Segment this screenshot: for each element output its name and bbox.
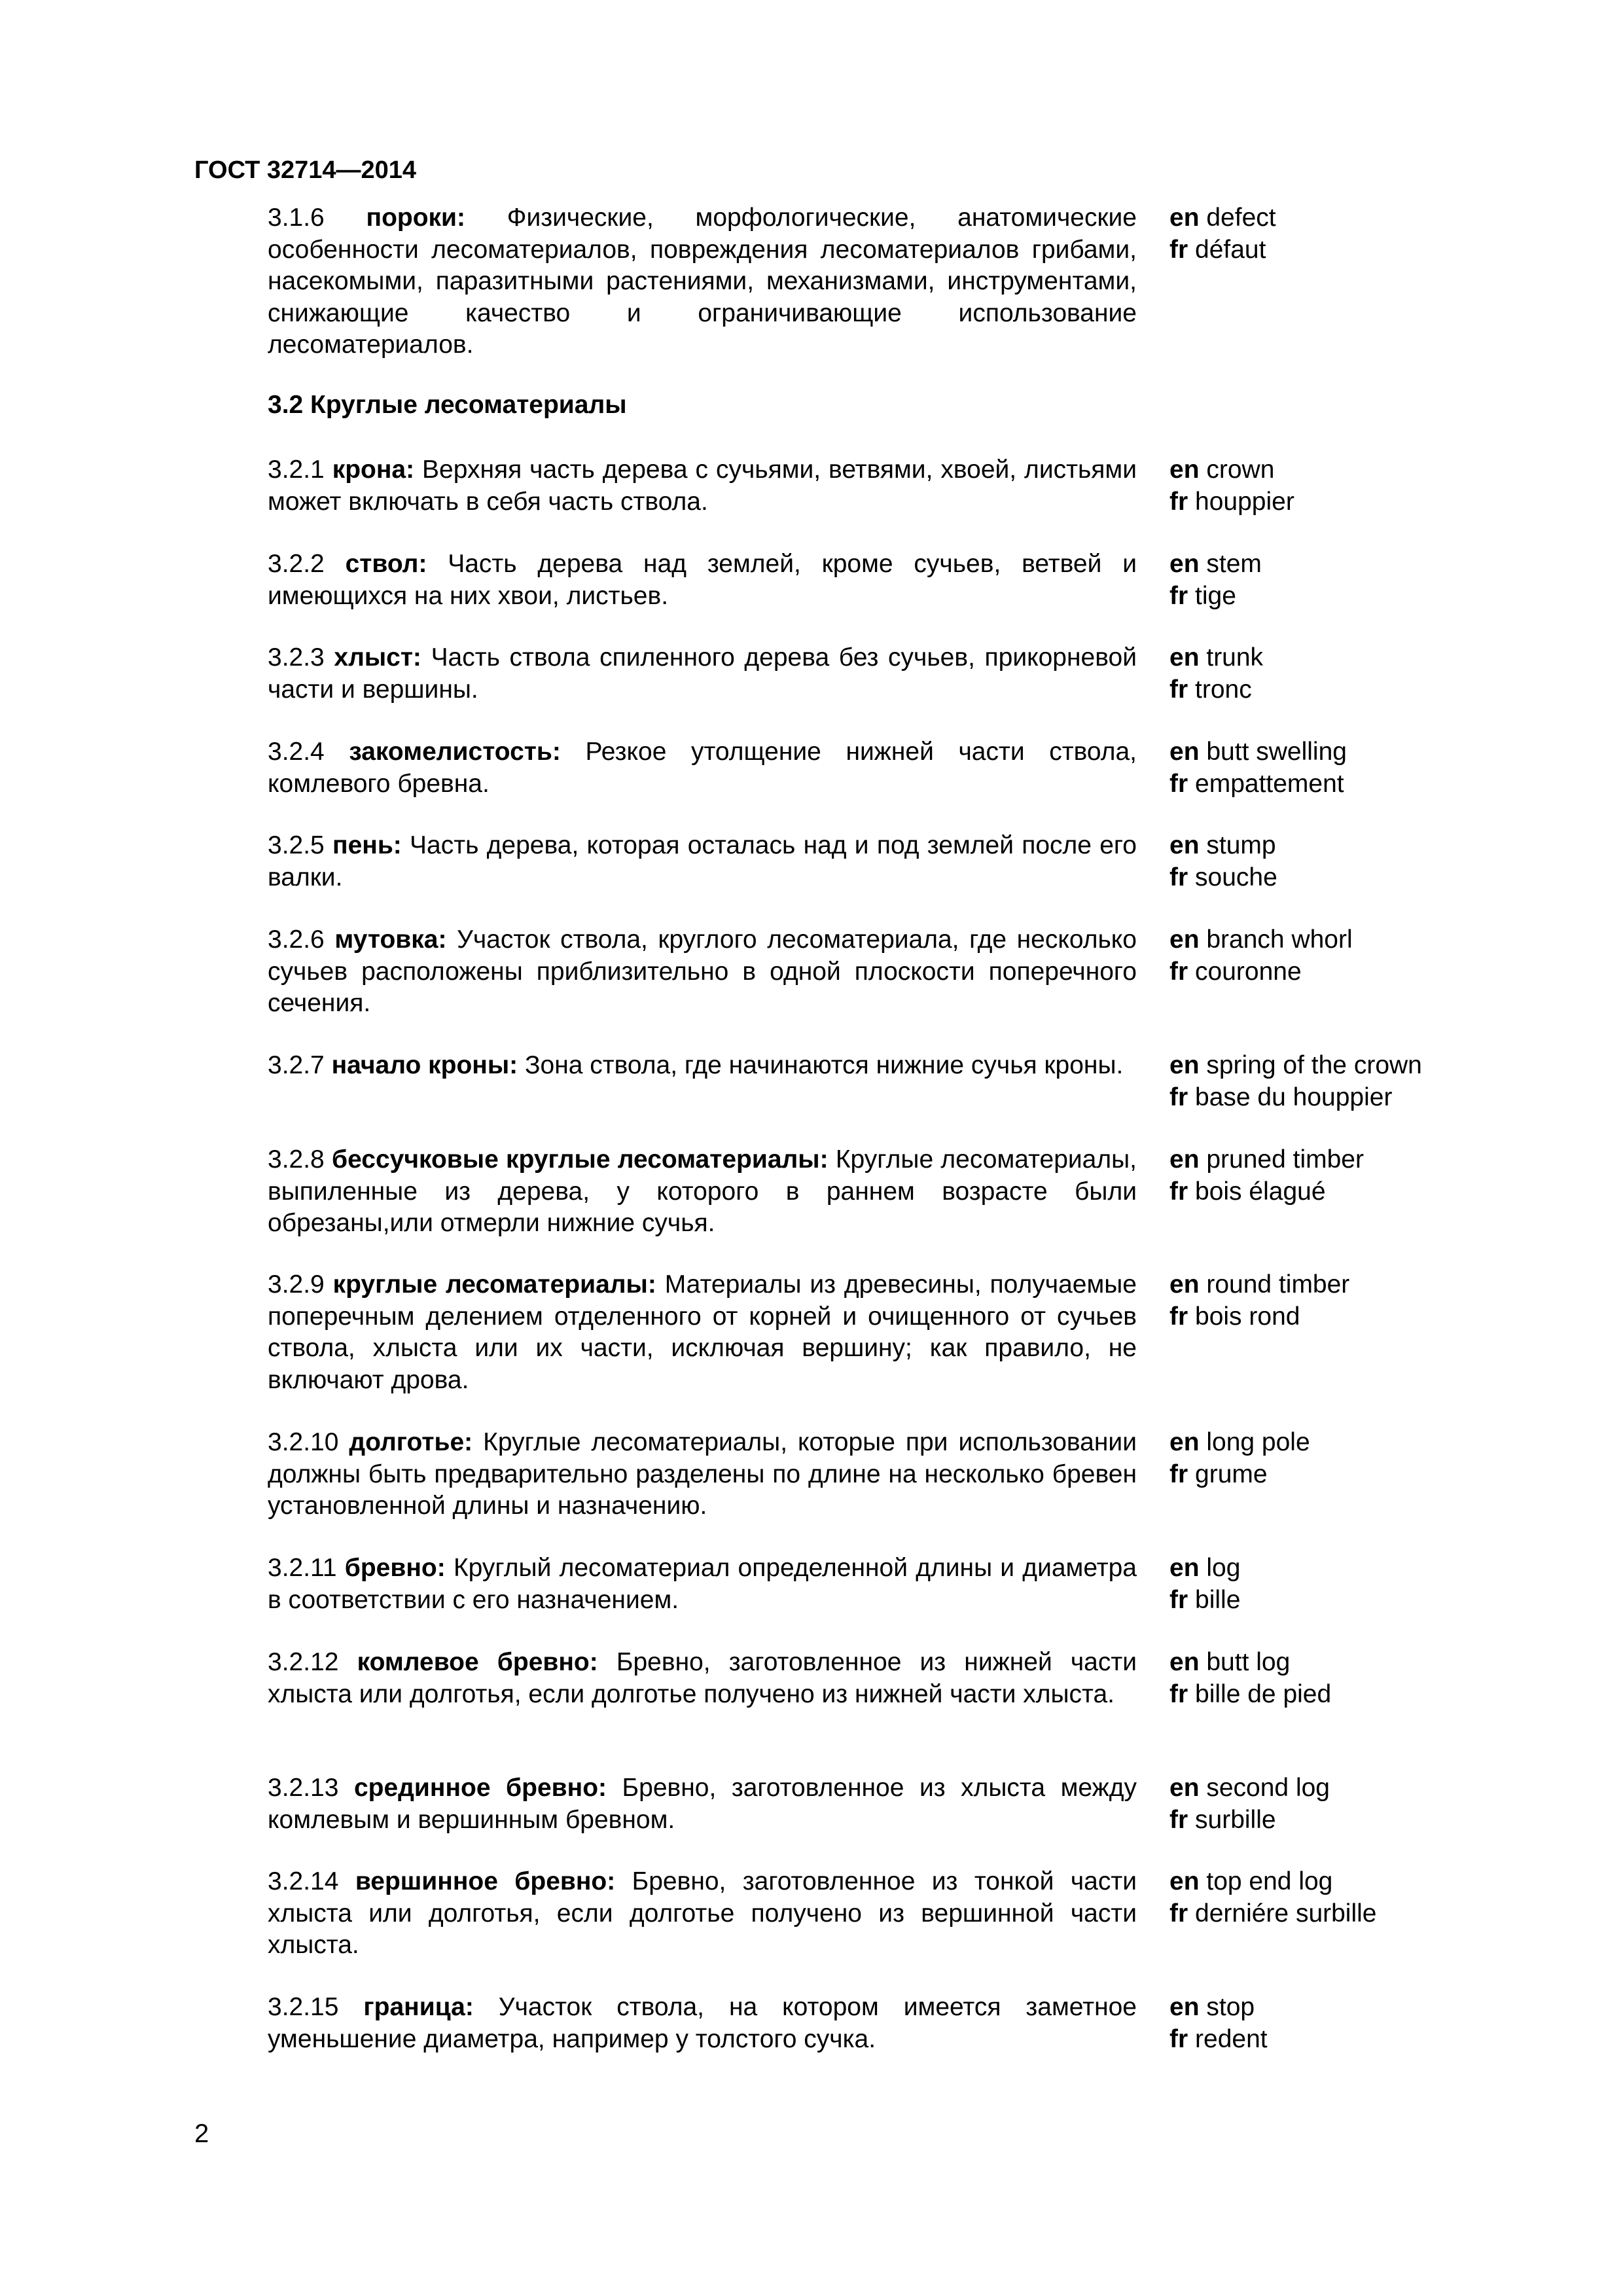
french-equivalent	[1169, 1679, 1623, 1711]
entry-definition	[268, 924, 1137, 1020]
english-term: stem	[1206, 550, 1262, 578]
entry-definition-text: Физические, морфологические, анатомические особенности лесоматериалов, повреждения лесоматериалов грибами, насекомыми, паразитными растениями, механизмами, инструментами, снижающие качество и ограничивающие использование лесоматериалов.	[268, 204, 1137, 359]
entry-equivalents	[1169, 1647, 1623, 1710]
french-equivalent	[1169, 862, 1623, 894]
french-term: tronc	[1195, 675, 1252, 704]
french-equivalent	[1169, 768, 1623, 800]
french-equivalent	[1169, 1459, 1623, 1491]
english-equivalent	[1169, 1772, 1623, 1804]
french-term: base du houppier	[1195, 1083, 1393, 1111]
entry-definition	[268, 642, 1137, 706]
entry-term: крона:	[332, 456, 415, 484]
entry-definition-text: Часть ствола спиленного дерева без сучьев, прикорневой части и вершины.	[268, 643, 1137, 704]
lang-code-en: en	[1169, 456, 1200, 484]
entry-number: 3.2.15	[268, 1993, 339, 2021]
entry-number: 3.2.6	[268, 925, 325, 954]
french-equivalent	[1169, 1082, 1623, 1114]
entry-number: 3.2.7	[268, 1051, 325, 1079]
french-equivalent	[1169, 1585, 1623, 1617]
lang-code-en: en	[1169, 204, 1200, 232]
english-equivalent	[1169, 1552, 1623, 1585]
french-term: souche	[1195, 863, 1277, 891]
entry-number: 3.2.2	[268, 550, 325, 578]
entry-definition	[268, 736, 1137, 800]
entry-definition	[268, 1050, 1137, 1082]
french-equivalent	[1169, 1176, 1623, 1208]
entry-definition-text: Резкое утолщение нижней части ствола, комлевого бревна.	[268, 738, 1137, 798]
lang-code-en: en	[1169, 1554, 1200, 1582]
english-equivalent	[1169, 736, 1623, 768]
english-equivalent	[1169, 1427, 1623, 1459]
french-equivalent	[1169, 1898, 1623, 1930]
lang-code-en: en	[1169, 1145, 1200, 1174]
entry-definition	[268, 1866, 1137, 1962]
lang-code-fr: fr	[1169, 235, 1188, 264]
entry-definition-text: Бревно, заготовленное из хлыста между комлевым и вершинным бревном.	[268, 1774, 1137, 1834]
document-header: ГОСТ 32714—2014	[194, 156, 417, 184]
lang-code-en: en	[1169, 1867, 1200, 1895]
entry-equivalents	[1169, 1552, 1623, 1616]
entry-definition	[268, 548, 1137, 612]
french-equivalent	[1169, 581, 1623, 613]
entry-number: 3.2.13	[268, 1774, 339, 1802]
entry-number: 3.2.12	[268, 1648, 339, 1676]
entry-term: бессучковые круглые лесоматериалы:	[331, 1145, 829, 1174]
entry-number: 3.2.10	[268, 1428, 339, 1456]
french-equivalent	[1169, 1804, 1623, 1837]
entry-term: комлевое бревно:	[357, 1648, 598, 1676]
section-heading: 3.2 Круглые лесоматериалы	[268, 391, 627, 419]
entry-definition-text: Круглые лесоматериалы, которые при использовании должны быть предварительно разделены по длине на несколько бревен установленной длины и назначению.	[268, 1428, 1137, 1520]
french-term: grume	[1195, 1460, 1268, 1488]
lang-code-en: en	[1169, 738, 1200, 766]
lang-code-en: en	[1169, 1648, 1200, 1676]
lang-code-fr: fr	[1169, 1805, 1188, 1834]
french-term: empattement	[1195, 769, 1344, 798]
entry-definition-text: Бревно, заготовленное из нижней части хлыста или долготья, если долготье получено из нижней части хлыста.	[268, 1648, 1137, 1708]
entry-definition	[268, 1552, 1137, 1616]
french-term: bois rond	[1195, 1302, 1300, 1331]
english-equivalent	[1169, 454, 1623, 486]
english-term: second log	[1206, 1774, 1330, 1802]
english-equivalent	[1169, 1647, 1623, 1679]
lang-code-fr: fr	[1169, 863, 1188, 891]
lang-code-en: en	[1169, 1774, 1200, 1802]
entry-equivalents	[1169, 1144, 1623, 1208]
entry-definition-text: Круглый лесоматериал определенной длины и диаметра в соответствии с его назначением.	[268, 1554, 1137, 1614]
entry-equivalents	[1169, 454, 1623, 518]
entry-number: 3.2.3	[268, 643, 325, 672]
english-equivalent	[1169, 548, 1623, 581]
english-term: log	[1206, 1554, 1241, 1582]
english-term: crown	[1206, 456, 1275, 484]
lang-code-fr: fr	[1169, 769, 1188, 798]
lang-code-en: en	[1169, 550, 1200, 578]
english-equivalent	[1169, 1144, 1623, 1176]
entry-definition	[268, 1772, 1137, 1836]
entry-equivalents	[1169, 642, 1623, 706]
lang-code-fr: fr	[1169, 1460, 1188, 1488]
lang-code-fr: fr	[1169, 487, 1188, 516]
english-term: butt log	[1206, 1648, 1291, 1676]
entry-equivalents	[1169, 736, 1623, 800]
french-equivalent	[1169, 2024, 1623, 2056]
french-term: derniére surbille	[1195, 1899, 1377, 1928]
english-equivalent	[1169, 924, 1623, 956]
lang-code-fr: fr	[1169, 1899, 1188, 1928]
english-equivalent	[1169, 1992, 1623, 2024]
entry-term: начало кроны:	[331, 1051, 518, 1079]
lang-code-fr: fr	[1169, 1302, 1188, 1331]
lang-code-en: en	[1169, 643, 1200, 672]
entry-number: 3.2.5	[268, 831, 325, 859]
entry-definition-text: Часть дерева над землей, кроме сучьев, ветвей и имеющихся на них хвои, листьев.	[268, 550, 1137, 610]
entry-term: долготье:	[349, 1428, 473, 1456]
french-term: surbille	[1195, 1805, 1276, 1834]
entry-definition	[268, 830, 1137, 893]
english-equivalent	[1169, 202, 1623, 234]
entry-equivalents	[1169, 1866, 1623, 1929]
english-term: long pole	[1206, 1428, 1310, 1456]
english-term: pruned timber	[1206, 1145, 1364, 1174]
page-number: 2	[194, 2119, 209, 2148]
entry-number: 3.2.1	[268, 456, 325, 484]
entry-equivalents	[1169, 1992, 1623, 2055]
entry-equivalents	[1169, 202, 1623, 266]
french-equivalent	[1169, 956, 1623, 988]
entry-term: бревно:	[344, 1554, 446, 1582]
english-term: spring of the crown	[1206, 1051, 1422, 1079]
entry-equivalents	[1169, 1427, 1623, 1490]
entry-term: закомелистость:	[349, 738, 561, 766]
entry-term: вершинное бревно:	[355, 1867, 616, 1895]
english-term: top end log	[1206, 1867, 1333, 1895]
entry-equivalents	[1169, 1269, 1623, 1333]
lang-code-en: en	[1169, 1051, 1200, 1079]
entry-number: 3.2.4	[268, 738, 325, 766]
french-term: bille	[1195, 1585, 1241, 1614]
lang-code-en: en	[1169, 831, 1200, 859]
entry-term: ствол:	[345, 550, 427, 578]
entry-term: пень:	[332, 831, 402, 859]
entry-definition-text: Зона ствола, где начинаются нижние сучья кроны.	[524, 1051, 1124, 1079]
lang-code-fr: fr	[1169, 581, 1188, 610]
english-equivalent	[1169, 1866, 1623, 1898]
entry-term: пороки:	[366, 204, 466, 232]
french-term: défaut	[1195, 235, 1266, 264]
lang-code-fr: fr	[1169, 1177, 1188, 1206]
entry-term: мутовка:	[334, 925, 447, 954]
entry-number: 3.2.8	[268, 1145, 325, 1174]
english-term: trunk	[1206, 643, 1264, 672]
english-equivalent	[1169, 642, 1623, 674]
french-equivalent	[1169, 674, 1623, 706]
lang-code-fr: fr	[1169, 2024, 1188, 2053]
french-equivalent	[1169, 234, 1623, 266]
entry-number: 3.2.14	[268, 1867, 339, 1895]
entry-term: хлыст:	[334, 643, 421, 672]
english-term: stop	[1206, 1993, 1255, 2021]
entry-definition	[268, 454, 1137, 518]
english-equivalent	[1169, 1050, 1623, 1082]
french-equivalent	[1169, 486, 1623, 518]
english-equivalent	[1169, 830, 1623, 862]
entry-definition	[268, 202, 1137, 361]
entry-definition-text: Материалы из древесины, получаемые поперечным делением отделенного от корней и очищенного от сучьев ствола, хлыста или их части, исключая вершину; как правило, не включают дрова.	[268, 1270, 1137, 1394]
lang-code-en: en	[1169, 925, 1200, 954]
entry-equivalents	[1169, 1772, 1623, 1836]
lang-code-en: en	[1169, 1993, 1200, 2021]
entry-definition-text: Бревно, заготовленное из тонкой части хлыста или долготья, если долготье получено из вершинной части хлыста.	[268, 1867, 1137, 1959]
entry-definition	[268, 1144, 1137, 1240]
lang-code-en: en	[1169, 1428, 1200, 1456]
lang-code-en: en	[1169, 1270, 1200, 1299]
lang-code-fr: fr	[1169, 675, 1188, 704]
entry-term: круглые лесоматериалы:	[332, 1270, 656, 1299]
entry-definition-text: Круглые лесоматериалы, выпиленные из дерева, у которого в раннем возрасте были обрезаны,или отмерли нижние сучья.	[268, 1145, 1137, 1237]
lang-code-fr: fr	[1169, 1585, 1188, 1614]
entry-term: срединное бревно:	[353, 1774, 607, 1802]
entry-number: 3.1.6	[268, 204, 325, 232]
entry-definition	[268, 1992, 1137, 2055]
english-term: defect	[1206, 204, 1276, 232]
entry-equivalents	[1169, 830, 1623, 893]
entry-definition-text: Часть дерева, которая осталась над и под землей после его валки.	[268, 831, 1137, 891]
english-term: butt swelling	[1206, 738, 1347, 766]
french-term: bille de pied	[1195, 1679, 1332, 1708]
lang-code-fr: fr	[1169, 1679, 1188, 1708]
entry-definition	[268, 1269, 1137, 1396]
entry-equivalents	[1169, 548, 1623, 612]
entry-equivalents	[1169, 1050, 1623, 1113]
entry-equivalents	[1169, 924, 1623, 988]
entry-definition-text: Верхняя часть дерева с сучьями, ветвями, хвоей, листьями может включать в себя часть ствола.	[268, 456, 1137, 516]
english-term: round timber	[1206, 1270, 1350, 1299]
french-term: redent	[1195, 2024, 1268, 2053]
entry-number: 3.2.11	[268, 1554, 337, 1582]
lang-code-fr: fr	[1169, 1083, 1188, 1111]
english-term: branch whorl	[1206, 925, 1353, 954]
entry-term: граница:	[363, 1993, 474, 2021]
english-equivalent	[1169, 1269, 1623, 1301]
french-term: couronne	[1195, 957, 1302, 986]
entry-definition-text: Участок ствола, на котором имеется заметное уменьшение диаметра, например у толстого сучка.	[268, 1993, 1137, 2053]
french-term: tige	[1195, 581, 1236, 610]
french-term: bois élagué	[1195, 1177, 1326, 1206]
lang-code-fr: fr	[1169, 957, 1188, 986]
entry-definition	[268, 1647, 1137, 1710]
entry-definition-text: Участок ствола, круглого лесоматериала, где несколько сучьев расположены приблизительно в одной плоскости поперечного сечения.	[268, 925, 1137, 1017]
english-term: stump	[1206, 831, 1276, 859]
entry-definition	[268, 1427, 1137, 1522]
french-term: houppier	[1195, 487, 1294, 516]
entry-number: 3.2.9	[268, 1270, 325, 1299]
french-equivalent	[1169, 1301, 1623, 1333]
